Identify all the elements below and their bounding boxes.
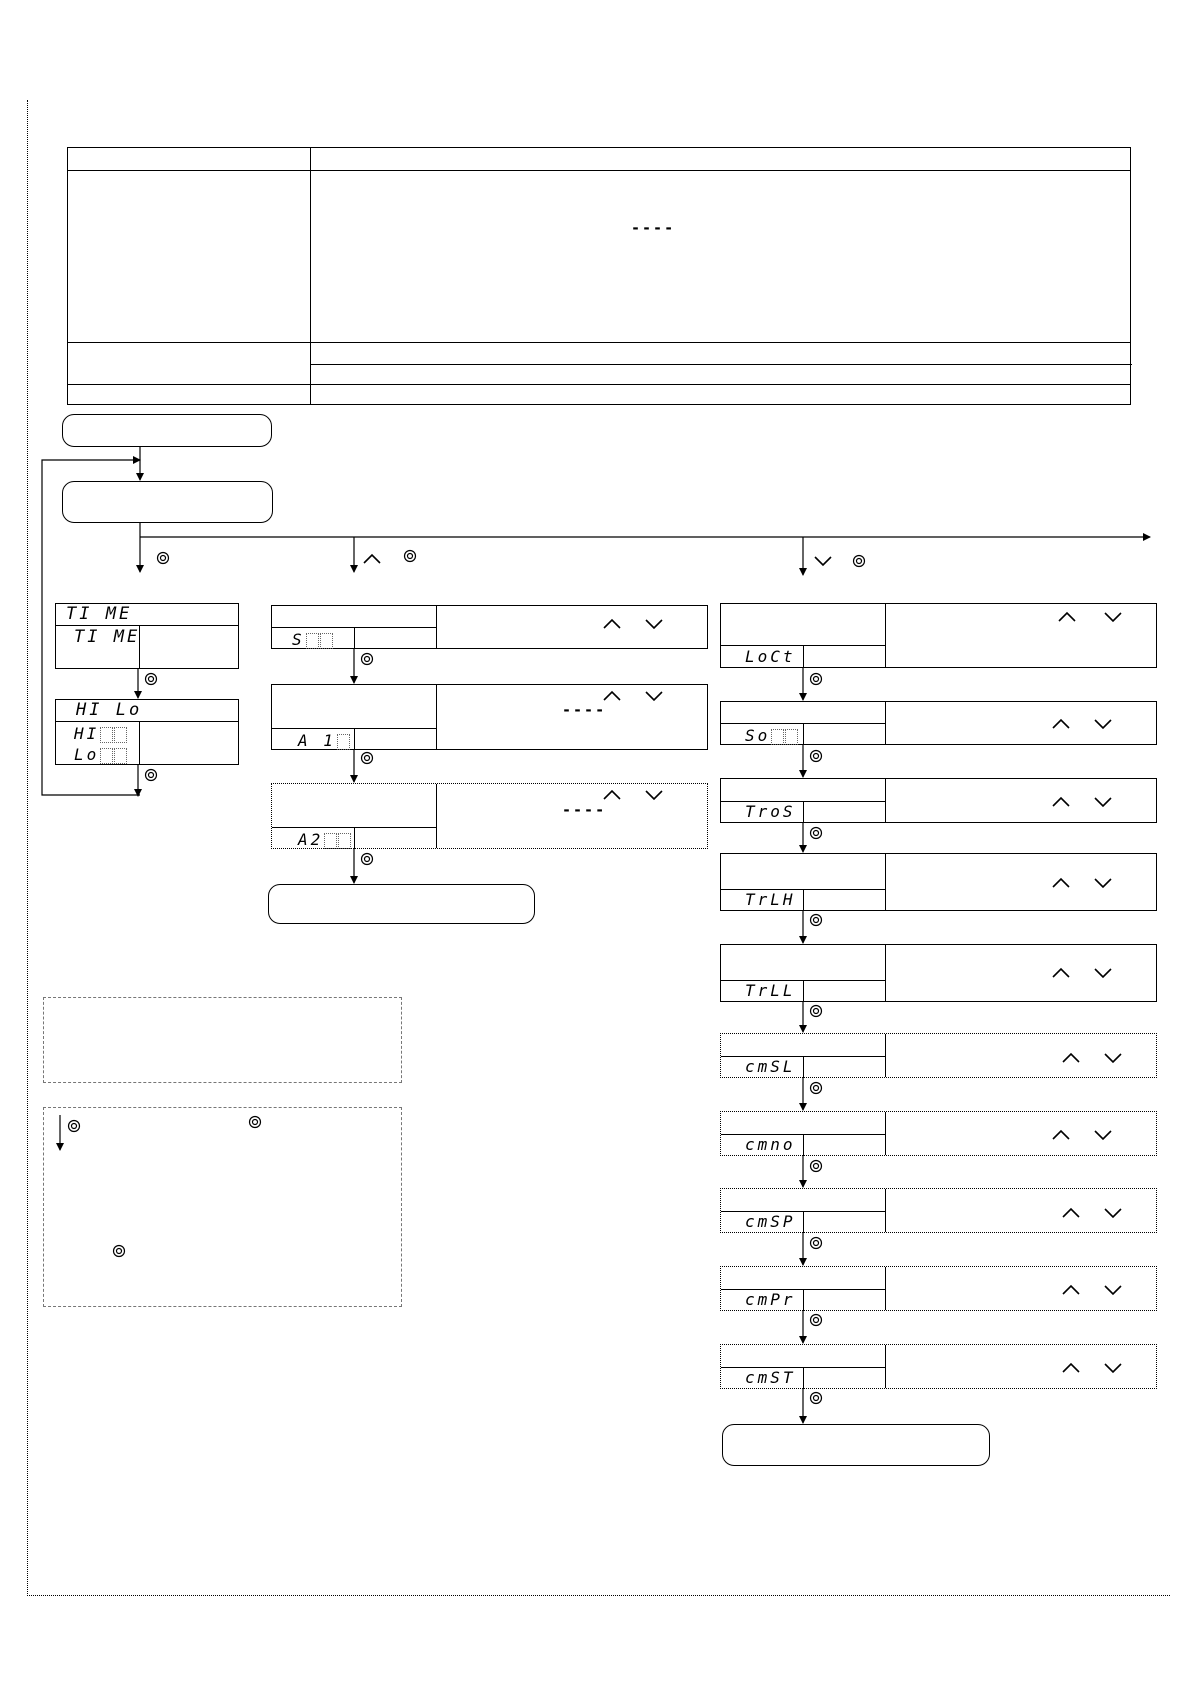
set-key-icon	[69, 551, 865, 1404]
tros-display: TroS	[745, 802, 796, 821]
table-dash-value: ----	[631, 219, 676, 237]
loop-line	[42, 460, 143, 795]
trlh-display: TrLH	[745, 890, 796, 909]
cmpr-display: cmPr	[745, 1290, 796, 1309]
cmsp-display: cmSP	[745, 1212, 796, 1231]
s-display: S	[292, 630, 305, 649]
so-display: So	[745, 726, 771, 745]
lo-display: Lo	[74, 745, 100, 764]
lock-display: LoCt	[745, 647, 796, 666]
a2-dash-value: ----	[562, 801, 607, 819]
cmst-display: cmST	[745, 1368, 796, 1387]
a1-dash-value: ----	[562, 701, 607, 719]
cmsl-display: cmSL	[745, 1057, 796, 1076]
cmno-display: cmno	[745, 1135, 796, 1154]
down-key-icon	[646, 557, 1121, 1372]
up-key-icon	[364, 555, 1079, 1372]
time-header-display: TI ME	[66, 604, 133, 624]
time-display: TI ME	[74, 627, 141, 647]
a1-display: A 1	[298, 731, 336, 750]
a2-display: A2	[298, 830, 324, 849]
hilo-header-display: HI Lo	[76, 700, 143, 720]
hi-display: HI	[74, 724, 100, 743]
trll-display: TrLL	[745, 981, 796, 1000]
